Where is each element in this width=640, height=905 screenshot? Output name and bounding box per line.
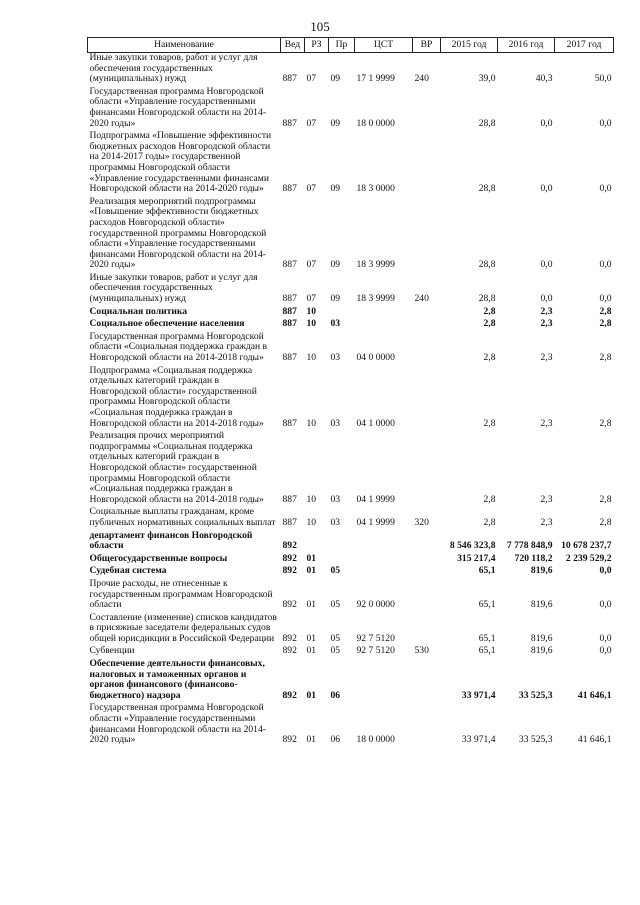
cell-cst xyxy=(355,305,413,318)
cell-2015: 28,8 xyxy=(478,183,496,195)
cell-2017: 0,0 xyxy=(599,645,612,657)
cell-2017: 0,0 xyxy=(599,259,612,271)
cell-vr: 530 xyxy=(414,645,429,657)
budget-table xyxy=(87,37,614,746)
cell-2017: 41 646,1 xyxy=(577,689,612,701)
table-row xyxy=(88,129,614,195)
cell-2017: 2,8 xyxy=(599,352,612,364)
cell-2015: 8 546 323,8 xyxy=(449,540,496,552)
cell-pr: 06 xyxy=(330,734,341,746)
cell-vr xyxy=(413,611,441,645)
table-row xyxy=(88,577,614,611)
table-row xyxy=(88,611,614,645)
cell-2015: 28,8 xyxy=(478,117,496,129)
cell-rz: 07 xyxy=(306,183,317,195)
cell-2016: 0,0 xyxy=(540,293,553,305)
cell-pr: 05 xyxy=(330,599,341,611)
table-row xyxy=(88,552,614,565)
table-row xyxy=(88,53,614,85)
table-row xyxy=(88,271,614,305)
cell-pr: 03 xyxy=(330,516,341,528)
cell-ved: 892 xyxy=(282,734,297,746)
cell-cst: 04 1 0000 xyxy=(356,417,395,429)
cell-rz: 10 xyxy=(306,352,317,364)
cell-name: Государственная программа Новгородской области «Управление государственными финансами Новгородской области на 2014-2020 годы» xyxy=(89,85,266,129)
cell-cst: 92 7 5120 xyxy=(356,632,395,644)
cell-2016: 2,3 xyxy=(540,493,553,505)
cell-2015: 33 971,4 xyxy=(461,689,496,701)
cell-2017: 2,8 xyxy=(599,493,612,505)
cell-rz xyxy=(305,529,329,552)
cell-pr xyxy=(329,305,355,318)
cell-rz: 07 xyxy=(306,117,317,129)
cell-name: Обеспечение деятельности финансовых, налоговых и таможенных органов и органов финансового (финансово-бюджетного) надзора xyxy=(89,658,265,701)
cell-cst xyxy=(355,529,413,552)
cell-2016: 40,3 xyxy=(535,73,553,85)
cell-name: Подпрограмма «Социальная поддержка отдельных категорий граждан в Новгородской области» государственной программы Новгородской области «Социальная поддержка граждан в Новгородской области на 2014-2018 годы» xyxy=(89,364,264,429)
cell-pr: 09 xyxy=(330,117,341,129)
cell-ved: 892 xyxy=(282,632,297,644)
cell-vr: 240 xyxy=(414,293,429,305)
cell-cst xyxy=(355,657,413,701)
cell-ved: 887 xyxy=(282,117,297,129)
cell-ved: 887 xyxy=(282,352,297,364)
cell-2017: 10 678 237,7 xyxy=(561,540,612,552)
header-name: Наименование xyxy=(88,38,281,53)
table-row xyxy=(88,644,614,657)
cell-2016: 2,3 xyxy=(540,352,553,364)
cell-rz: 01 xyxy=(306,565,317,577)
cell-ved: 887 xyxy=(282,293,297,305)
cell-2017: 0,0 xyxy=(599,293,612,305)
cell-2016: 33 525,3 xyxy=(518,689,553,701)
cell-2015: 2,8 xyxy=(483,352,496,364)
cell-2016: 0,0 xyxy=(540,183,553,195)
cell-pr xyxy=(329,552,355,565)
cell-ved: 887 xyxy=(282,417,297,429)
table-row xyxy=(88,195,614,271)
cell-name: Реализация прочих мероприятий подпрограммы «Социальная поддержка отдельных категорий граждан в Новгородской области» государственной программы Новгородской области «Социальная поддержка граждан в Новгородской области на 2014-2018 годы» xyxy=(89,430,264,505)
cell-name: Социальная политика xyxy=(89,305,188,317)
table-body xyxy=(88,53,614,746)
cell-name: департамент финансов Новгородской области xyxy=(89,529,253,552)
cell-ved: 887 xyxy=(282,183,297,195)
header-cst: ЦСТ xyxy=(355,38,413,53)
cell-pr: 05 xyxy=(330,645,341,657)
cell-ved: 892 xyxy=(282,540,297,552)
table-row xyxy=(88,364,614,430)
cell-name: Общегосударственные вопросы xyxy=(89,552,228,564)
header-2017: 2017 год xyxy=(555,38,614,53)
cell-2017: 2,8 xyxy=(599,305,612,317)
table-row xyxy=(88,305,614,318)
cell-2016: 819,6 xyxy=(530,565,553,577)
cell-cst: 17 1 9999 xyxy=(356,73,395,85)
cell-cst: 18 3 9999 xyxy=(356,293,395,305)
table-row xyxy=(88,657,614,701)
cell-2017: 0,0 xyxy=(599,117,612,129)
cell-name: Иные закупки товаров, работ и услуг для обеспечения государственных (муниципальных) нужд xyxy=(89,52,258,85)
cell-name: Государственная программа Новгородской области «Социальная поддержка граждан в Новгородской области на 2014-2018 годы» xyxy=(89,330,268,364)
cell-ved: 887 xyxy=(282,259,297,271)
cell-vr xyxy=(413,85,441,129)
cell-ved: 887 xyxy=(282,318,297,330)
table-row xyxy=(88,701,614,745)
cell-vr xyxy=(413,330,441,364)
cell-vr xyxy=(413,129,441,195)
cell-vr xyxy=(413,552,441,565)
cell-ved: 892 xyxy=(282,689,297,701)
cell-cst: 04 1 9999 xyxy=(356,493,395,505)
header-ved: Вед xyxy=(281,38,305,53)
cell-pr: 03 xyxy=(330,493,341,505)
header-rz: РЗ xyxy=(305,38,329,53)
cell-cst: 18 3 0000 xyxy=(356,183,395,195)
cell-2016: 2,3 xyxy=(540,305,553,317)
cell-name: Субвенции xyxy=(89,645,135,657)
cell-name: Иные закупки товаров, работ и услуг для обеспечения государственных (муниципальных) нужд xyxy=(89,271,258,305)
cell-vr xyxy=(413,429,441,505)
cell-vr xyxy=(413,564,441,577)
header-vr: ВР xyxy=(413,38,441,53)
cell-2016: 2,3 xyxy=(540,318,553,330)
cell-vr xyxy=(413,701,441,745)
cell-2016: 819,6 xyxy=(530,632,553,644)
cell-rz: 01 xyxy=(306,599,317,611)
cell-2016: 819,6 xyxy=(530,645,553,657)
cell-name: Прочие расходы, не отнесенные к государственным программам Новгородской области xyxy=(89,577,273,611)
cell-cst: 92 7 5120 xyxy=(356,645,395,657)
cell-ved: 892 xyxy=(282,552,297,564)
table-row xyxy=(88,564,614,577)
cell-pr: 09 xyxy=(330,259,341,271)
cell-2017: 2,8 xyxy=(599,318,612,330)
cell-cst: 04 1 9999 xyxy=(356,516,395,528)
cell-2016: 819,6 xyxy=(530,599,553,611)
cell-vr: 240 xyxy=(414,73,429,85)
cell-2017: 0,0 xyxy=(599,632,612,644)
header-2016: 2016 год xyxy=(498,38,555,53)
cell-cst xyxy=(355,552,413,565)
cell-vr xyxy=(413,195,441,271)
cell-pr xyxy=(329,529,355,552)
table-row xyxy=(88,505,614,528)
table-row xyxy=(88,429,614,505)
cell-vr xyxy=(413,305,441,318)
cell-2017: 0,0 xyxy=(599,565,612,577)
table-row xyxy=(88,85,614,129)
cell-rz: 01 xyxy=(306,689,317,701)
cell-rz: 10 xyxy=(306,318,317,330)
cell-ved: 887 xyxy=(282,493,297,505)
cell-pr: 03 xyxy=(330,352,341,364)
cell-vr xyxy=(413,577,441,611)
cell-rz: 01 xyxy=(306,645,317,657)
cell-2015: 2,8 xyxy=(483,516,496,528)
cell-name: Социальные выплаты гражданам, кроме публичных нормативных социальных выплат xyxy=(89,506,276,528)
cell-pr: 06 xyxy=(330,689,341,701)
cell-2015: 2,8 xyxy=(483,493,496,505)
cell-2017: 2,8 xyxy=(599,417,612,429)
cell-2015: 28,8 xyxy=(478,293,496,305)
cell-ved: 887 xyxy=(282,73,297,85)
cell-ved: 887 xyxy=(282,305,297,317)
cell-pr: 09 xyxy=(330,73,341,85)
cell-2015: 65,1 xyxy=(478,632,496,644)
cell-pr: 09 xyxy=(330,183,341,195)
cell-vr xyxy=(413,657,441,701)
cell-2016: 7 778 848,9 xyxy=(506,540,553,552)
cell-name: Реализация мероприятий подпрограммы «Повышение эффективности бюджетных расходов Новгородской области» государственной программы Новгородской области «Управление государственными финансами Новгородской области на 2014-2020 годы» xyxy=(89,195,267,271)
cell-rz: 10 xyxy=(306,493,317,505)
cell-2016: 2,3 xyxy=(540,417,553,429)
cell-cst: 18 0 0000 xyxy=(356,117,395,129)
cell-name: Судебная система xyxy=(89,565,167,577)
cell-pr: 05 xyxy=(330,632,341,644)
cell-vr: 320 xyxy=(414,516,429,528)
cell-pr: 09 xyxy=(330,293,341,305)
cell-rz: 07 xyxy=(306,293,317,305)
cell-ved: 892 xyxy=(282,565,297,577)
cell-name: Составление (изменение) списков кандидатов в присяжные заседатели федеральных судов общей юрисдикции в Российской Федерации xyxy=(89,611,277,644)
cell-cst xyxy=(355,317,413,330)
table-row xyxy=(88,330,614,364)
cell-2015: 2,8 xyxy=(483,305,496,317)
cell-rz: 01 xyxy=(306,552,317,564)
cell-rz: 07 xyxy=(306,259,317,271)
cell-2015: 33 971,4 xyxy=(461,734,496,746)
cell-rz: 10 xyxy=(306,305,317,317)
cell-vr xyxy=(413,529,441,552)
cell-ved: 892 xyxy=(282,645,297,657)
cell-2017: 0,0 xyxy=(599,599,612,611)
cell-cst: 92 0 0000 xyxy=(356,599,395,611)
cell-rz: 01 xyxy=(306,632,317,644)
cell-2015: 65,1 xyxy=(478,565,496,577)
cell-rz: 07 xyxy=(306,73,317,85)
cell-2017: 50,0 xyxy=(594,73,612,85)
table-row xyxy=(88,317,614,330)
cell-cst xyxy=(355,564,413,577)
cell-2015: 2,8 xyxy=(483,318,496,330)
cell-cst: 18 3 9999 xyxy=(356,259,395,271)
cell-pr: 03 xyxy=(330,417,341,429)
cell-2016: 0,0 xyxy=(540,259,553,271)
cell-ved: 892 xyxy=(282,599,297,611)
cell-vr xyxy=(413,317,441,330)
cell-2015: 39,0 xyxy=(478,73,496,85)
header-pr: Пр xyxy=(329,38,355,53)
cell-name: Подпрограмма «Повышение эффективности бюджетных расходов Новгородской области на 2014-2017 годы» государственной программы Новгородской области «Управление государственными финансами Новгородской области на 2014-2020 годы» xyxy=(89,130,272,195)
cell-2016: 2,3 xyxy=(540,516,553,528)
cell-2016: 0,0 xyxy=(540,117,553,129)
cell-2016: 33 525,3 xyxy=(518,734,553,746)
cell-name: Государственная программа Новгородской области «Управление государственными финансами Новгородской области на 2014-2020 годы» xyxy=(89,702,266,746)
page-number: 105 xyxy=(310,19,330,34)
table-header xyxy=(88,38,614,53)
header-2015: 2015 год xyxy=(441,38,498,53)
cell-cst: 18 0 0000 xyxy=(356,734,395,746)
cell-2015: 315 217,4 xyxy=(457,552,496,564)
cell-vr xyxy=(413,364,441,430)
cell-2015: 65,1 xyxy=(478,599,496,611)
cell-2015: 65,1 xyxy=(478,645,496,657)
cell-2015: 28,8 xyxy=(478,259,496,271)
cell-rz: 10 xyxy=(306,516,317,528)
cell-2017: 2,8 xyxy=(599,516,612,528)
cell-pr: 03 xyxy=(330,318,341,330)
cell-2017: 2 239 529,2 xyxy=(565,552,612,564)
cell-2016: 720 118,2 xyxy=(514,552,553,564)
cell-rz: 01 xyxy=(306,734,317,746)
cell-name: Социальное обеспечение населения xyxy=(89,318,245,330)
cell-pr: 05 xyxy=(330,565,341,577)
cell-cst: 04 0 0000 xyxy=(356,352,395,364)
cell-ved: 887 xyxy=(282,516,297,528)
cell-2017: 0,0 xyxy=(599,183,612,195)
cell-2015: 2,8 xyxy=(483,417,496,429)
cell-2017: 41 646,1 xyxy=(577,734,612,746)
cell-rz: 10 xyxy=(306,417,317,429)
table-row xyxy=(88,529,614,552)
